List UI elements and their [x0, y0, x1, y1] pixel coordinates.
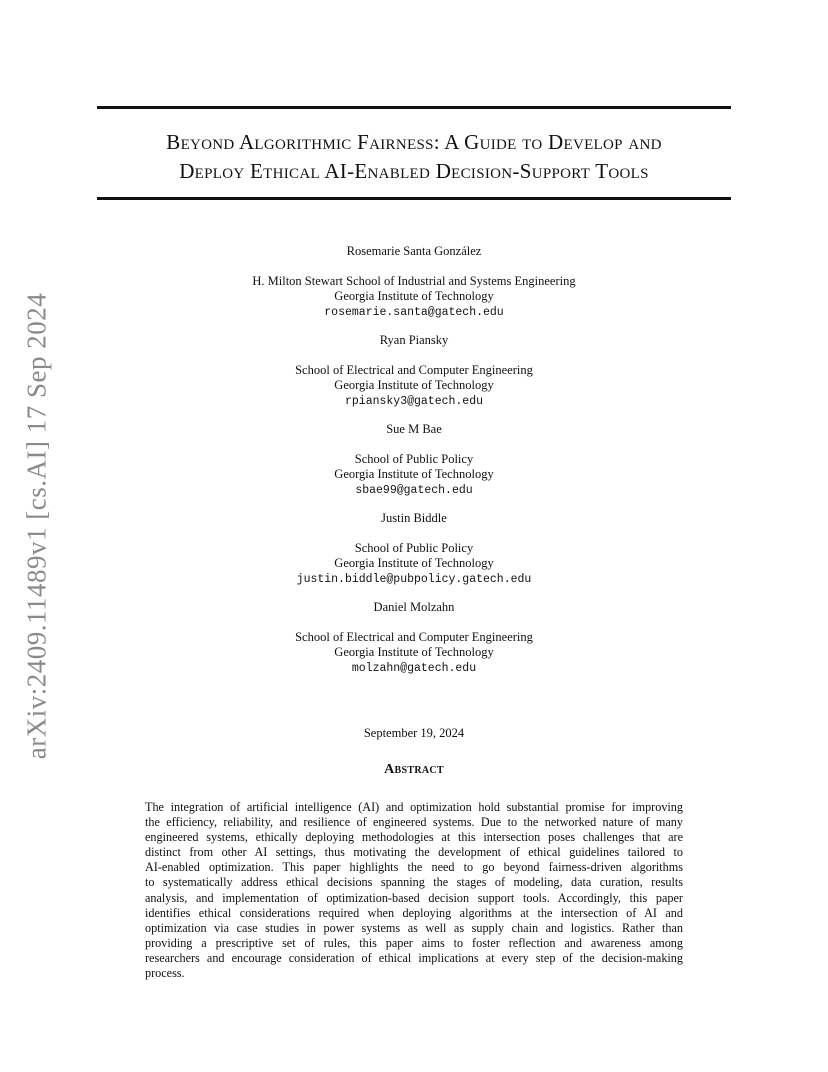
author-name: Sue M Bae	[386, 422, 442, 436]
abstract-body	[145, 800, 683, 981]
author-list	[114, 244, 714, 676]
author-name: Ryan Piansky	[379, 333, 449, 347]
author-block	[114, 333, 714, 409]
author-email: sbae99@gatech.edu	[355, 483, 473, 497]
title-line-2: Deploy Ethical AI-Enabled Decision-Support Tools	[179, 159, 649, 183]
abstract-line: engineered systems, ethically deploying methodologies at this intersection poses challenges that are	[145, 830, 683, 845]
author-email: rpiansky3@gatech.edu	[344, 394, 484, 408]
abstract-line: AI-enabled optimization. This paper highlights the need to go beyond fairness-driven algorithms	[145, 860, 683, 875]
arxiv-identifier-stamp: arXiv:2409.11489v1 [cs.AI] 17 Sep 2024	[21, 292, 52, 760]
author-block	[114, 244, 714, 320]
author-email: justin.biddle@pubpolicy.gatech.edu	[296, 572, 532, 586]
abstract-line: to systematically address ethical decisions spanning the stages of modeling, data curation, results	[145, 875, 683, 890]
author-affiliation-line: Georgia Institute of Technology	[334, 289, 494, 303]
title-line-1: Beyond Algorithmic Fairness: A Guide to Develop and	[166, 130, 662, 154]
abstract-line: the efficiency, reliability, and resilience of engineered systems. Due to the networked nature of many	[145, 815, 683, 830]
author-name: Daniel Molzahn	[373, 600, 455, 614]
title-bottom-rule	[97, 197, 731, 200]
abstract-heading: Abstract	[384, 762, 444, 777]
author-affiliation-line: H. Milton Stewart School of Industrial and Systems Engineering	[252, 273, 576, 288]
abstract-line: providing a prescriptive set of rules, this paper aims to foster reflection and awareness among	[145, 935, 683, 950]
author-affiliation-line: School of Electrical and Computer Engineering	[295, 362, 533, 377]
paper-title	[60, 128, 768, 186]
author-email: molzahn@gatech.edu	[351, 661, 477, 675]
author-block	[114, 600, 714, 676]
author-affiliation-line: School of Electrical and Computer Engineering	[295, 629, 533, 644]
abstract-line: identifies ethical considerations required when deploying algorithms at the intersection of AI and	[145, 905, 683, 920]
author-email: rosemarie.santa@gatech.edu	[324, 305, 504, 319]
abstract-line: analysis, and implementation of optimization-based decision support tools. Accordingly, this paper	[145, 890, 683, 905]
author-affiliation-line: Georgia Institute of Technology	[334, 645, 494, 659]
abstract-line: optimization via case studies in power systems as well as supply chain and logistics. Rather than	[145, 920, 683, 935]
author-name: Justin Biddle	[381, 511, 447, 525]
author-block	[114, 422, 714, 498]
author-affiliation-line: Georgia Institute of Technology	[334, 378, 494, 392]
title-top-rule	[97, 106, 731, 109]
abstract-line: process.	[145, 966, 185, 981]
author-block	[114, 511, 714, 587]
abstract-line: researchers and encourage consideration of ethical implications at every step of the decision-making	[145, 950, 683, 965]
abstract-line: The integration of artificial intelligence (AI) and optimization hold substantial promise for improving	[145, 800, 683, 814]
author-name: Rosemarie Santa González	[346, 244, 482, 258]
author-affiliation-line: Georgia Institute of Technology	[334, 556, 494, 570]
author-affiliation-line: School of Public Policy	[354, 540, 474, 555]
publication-date: September 19, 2024	[363, 726, 465, 740]
abstract-line: distinct from other AI settings, thus motivating the development of ethical guidelines tailored to	[145, 845, 683, 860]
author-affiliation-line: School of Public Policy	[354, 451, 474, 466]
author-affiliation-line: Georgia Institute of Technology	[334, 467, 494, 481]
